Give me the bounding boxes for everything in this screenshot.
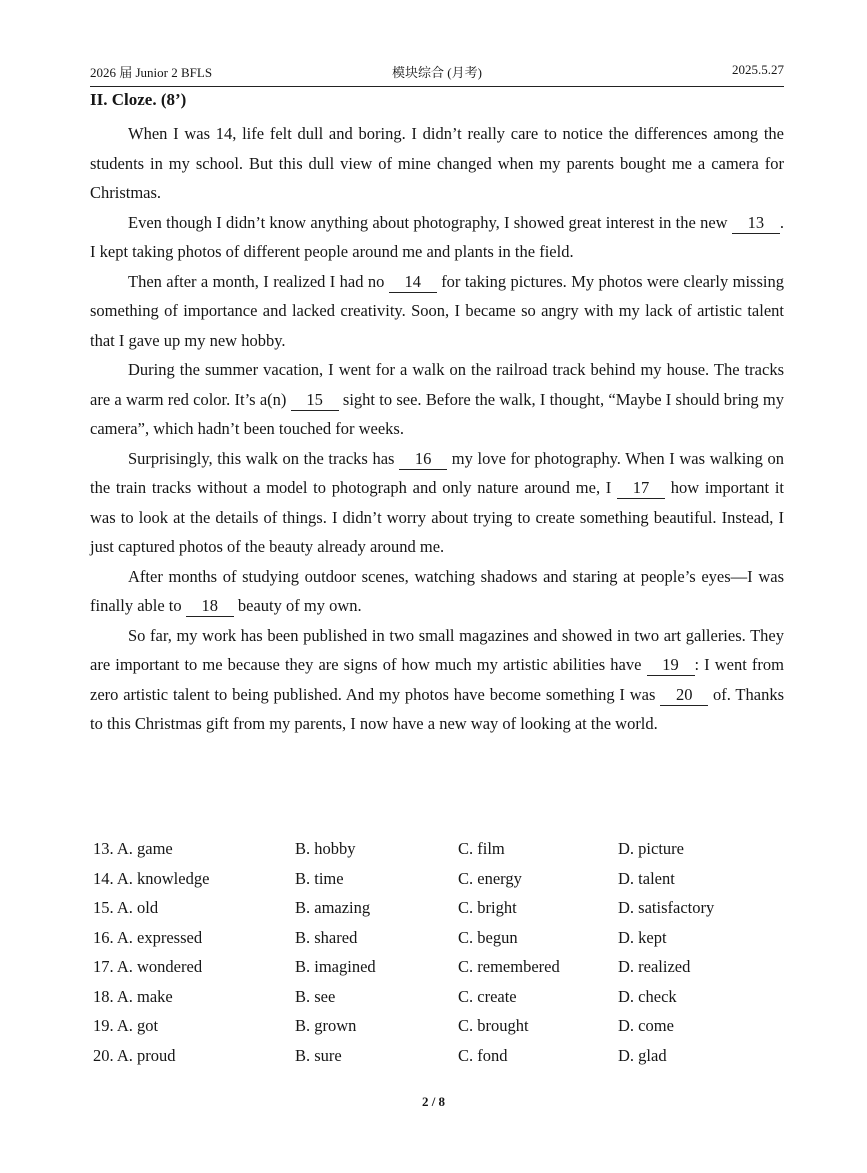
- header-divider: [90, 86, 784, 87]
- passage-text: When I was 14, life felt dull and boring. I didn’t really care to notice the differences among the students in my school. But this dull view of mine changed when my parents bought me a camera for Christmas.: [90, 124, 784, 202]
- section-title: II. Cloze. (8’): [90, 90, 187, 109]
- cloze-blank: 19: [647, 655, 695, 676]
- passage-text: Even though I didn’t know anything about photography, I showed great interest in the new: [128, 212, 732, 232]
- passage-text: for taking pictures. My photos were clearly missing something of importance and lacked creativity. Soon, I became so angry with my lack of artistic talent that I gave up my new hobby.: [90, 271, 784, 350]
- option-choice: D. kept: [618, 927, 667, 947]
- option-row: [93, 987, 787, 1017]
- option-choice: B. grown: [295, 1016, 357, 1035]
- option-choice: B. shared: [295, 927, 358, 947]
- option-choice: D. talent: [618, 868, 675, 888]
- answer-options: [93, 839, 787, 1075]
- passage-text: my love for photography. When I was walking on the train tracks without a model to photograph and only nature around me, I: [90, 448, 784, 497]
- passage-paragraph: [90, 208, 784, 267]
- option-choice: C. create: [458, 986, 517, 1006]
- cloze-passage: [90, 119, 784, 739]
- passage-text: During the summer vacation, I went for a walk on the railroad track behind my house. The tracks are a warm red color. It’s a(n): [90, 360, 784, 409]
- option-choice: 15. A. old: [93, 898, 159, 917]
- option-choice: D. come: [618, 1016, 674, 1035]
- passage-paragraph: [90, 444, 784, 562]
- passage-paragraph: [90, 621, 784, 739]
- passage-paragraph: [90, 562, 784, 621]
- option-choice: 14. A. knowledge: [93, 868, 210, 888]
- option-choice: B. hobby: [295, 839, 356, 858]
- option-choice: B. sure: [295, 1045, 342, 1065]
- header-exam-title: 模块综合 (月考): [392, 65, 482, 80]
- option-choice: B. amazing: [295, 898, 371, 917]
- option-choice: D. picture: [618, 839, 684, 858]
- cloze-blank: 17: [617, 478, 665, 499]
- option-choice: B. see: [295, 986, 336, 1006]
- option-row: [93, 1046, 787, 1076]
- option-row: [93, 898, 787, 928]
- option-row: [93, 1016, 787, 1046]
- cloze-blank: 20: [660, 685, 708, 706]
- option-choice: 18. A. make: [93, 986, 173, 1006]
- page-header: [90, 62, 784, 84]
- option-choice: C. film: [458, 839, 505, 858]
- passage-text: : I went from zero artistic talent to being published. And my photos have become something I was: [90, 655, 784, 704]
- option-row: [93, 957, 787, 987]
- option-row: [93, 928, 787, 958]
- passage-text: beauty of my own.: [233, 596, 362, 615]
- option-choice: C. energy: [458, 868, 522, 888]
- option-choice: 17. A. wondered: [93, 957, 203, 976]
- option-choice: C. brought: [458, 1016, 529, 1035]
- cloze-blank: 15: [291, 390, 339, 411]
- passage-text: of. Thanks to this Christmas gift from my parents, I now have a new way of looking at the world.: [90, 684, 784, 733]
- passage-paragraph: [90, 119, 784, 208]
- option-choice: D. satisfactory: [618, 898, 715, 917]
- option-choice: 20. A. proud: [93, 1045, 176, 1065]
- header-date: 2025.5.27: [732, 62, 784, 77]
- passage-paragraph: [90, 267, 784, 356]
- option-choice: D. realized: [618, 957, 691, 976]
- option-choice: D. glad: [618, 1045, 667, 1065]
- option-row: [93, 869, 787, 899]
- passage-text: . I kept taking photos of different people around me and plants in the field.: [90, 212, 784, 261]
- cloze-blank: 14: [389, 272, 437, 293]
- option-choice: C. begun: [458, 927, 518, 947]
- passage-text: Then after a month, I realized I had no: [128, 271, 389, 291]
- option-choice: C. remembered: [458, 957, 560, 976]
- option-choice: D. check: [618, 986, 677, 1006]
- option-choice: 16. A. expressed: [93, 927, 203, 947]
- option-choice: B. imagined: [295, 957, 376, 976]
- option-choice: 19. A. got: [93, 1016, 159, 1035]
- cloze-blank: 18: [186, 596, 234, 617]
- passage-text: sight to see. Before the walk, I thought, “Maybe I should bring my camera”, which hadn’t been touched for weeks.: [90, 389, 784, 438]
- passage-text: So far, my work has been published in two small magazines and showed in two art galleries. They are important to me because they are signs of how much my artistic abilities have: [90, 625, 784, 674]
- passage-paragraph: [90, 355, 784, 444]
- cloze-blank: 16: [399, 449, 447, 470]
- option-choice: B. time: [295, 868, 344, 888]
- option-row: [93, 839, 787, 869]
- option-choice: C. fond: [458, 1045, 508, 1065]
- page-number: 2 / 8: [421, 1094, 446, 1109]
- cloze-blank: 13: [732, 213, 780, 234]
- passage-text: Surprisingly, this walk on the tracks has: [128, 448, 400, 468]
- option-choice: 13. A. game: [93, 839, 173, 858]
- passage-text: After months of studying outdoor scenes, watching shadows and staring at people’s eyes—I was finally able to: [90, 566, 784, 615]
- header-class-label: 2026 届 Junior 2 BFLS: [90, 65, 213, 80]
- option-choice: C. bright: [458, 898, 517, 917]
- passage-text: how important it was to look at the details of things. I didn’t worry about trying to create something beautiful. Instead, I just captured photos of the beauty already around me.: [90, 478, 784, 556]
